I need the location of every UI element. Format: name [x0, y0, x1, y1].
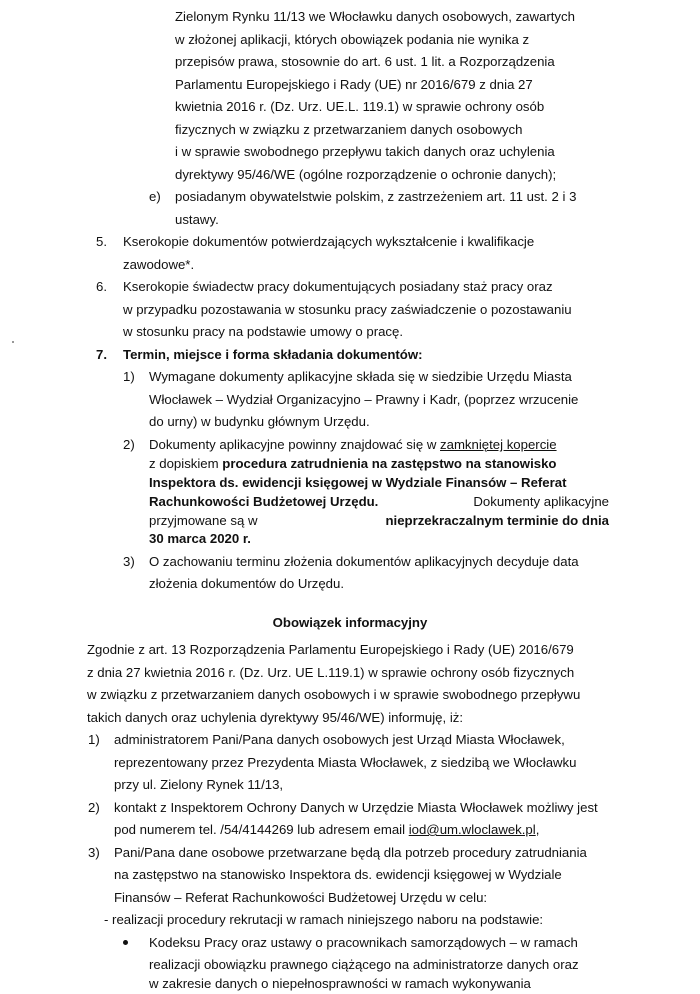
underlined-phrase: zamkniętej kopercie [440, 437, 557, 452]
text-line: w zakresie danych o niepełnosprawności w ramach wykonywania [149, 976, 531, 991]
text-span: przyjmowane są w [149, 513, 258, 528]
bold-phrase: Rachunkowości Budżetowej Urzędu. [149, 494, 379, 509]
text-line: na zastępstwo na stanowisko Inspektora ds. ewidencji księgowej w Wydziale [114, 867, 562, 882]
text-line: kontakt z Inspektorem Ochrony Danych w Urzędzie Miasta Włocławek możliwy jest [114, 800, 598, 815]
text-span: pod numerem tel. /54/4144269 lub adresem email [114, 822, 409, 837]
text-line: posiadanym obywatelstwie polskim, z zastrzeżeniem art. 11 ust. 2 i 3 [175, 189, 577, 204]
text-line: przy ul. Zielony Rynek 11/13, [114, 777, 284, 792]
bullet-icon [123, 940, 128, 945]
list-marker: 6. [96, 279, 107, 294]
text-line: dyrektywy 95/46/WE (ogólne rozporządzenie o ochronie danych); [175, 167, 557, 182]
text-span: Dokumenty aplikacyjne powinny znajdować się w [149, 437, 441, 452]
text-span: , [535, 822, 540, 837]
text-line: i w sprawie swobodnego przepływu takich danych oraz uchylenia [175, 144, 555, 159]
text-line: w przypadku pozostawania w stosunku pracy zaświadczenie o pozostawaniu [123, 302, 572, 317]
scan-speck [12, 341, 14, 343]
text-line: fizycznych w związku z przetwarzaniem danych osobowych [175, 122, 523, 137]
bold-line: Inspektora ds. ewidencji księgowej w Wydziale Finansów – Referat [149, 475, 567, 490]
text-line: w stosunku pracy na podstawie umowy o pracę. [123, 324, 404, 339]
bold-phrase: nieprzekraczalnym terminie do dnia [385, 513, 609, 528]
text-line: kwietnia 2016 r. (Dz. Urz. UE.L. 119.1) w sprawie ochrony osób [175, 99, 545, 114]
list-marker: 2) [88, 800, 100, 815]
paragraph-line [175, 31, 609, 50]
text-line: Finansów – Referat Rachunkowości Budżetowej Urzędu w celu: [114, 890, 488, 905]
text-line: Pani/Pana dane osobowe przetwarzane będą dla potrzeb procedury zatrudniania [114, 845, 587, 860]
text-line: realizacji obowiązku prawnego ciążącego na administratorze danych oraz [149, 957, 579, 972]
text-span: Dokumenty aplikacyjne [473, 494, 609, 509]
list-marker: 3) [123, 554, 135, 569]
text-line: przepisów prawa, stosownie do art. 6 ust. 1 lit. a Rozporządzenia [175, 54, 555, 69]
email-link[interactable]: iod@um.wloclawek.pl [408, 822, 536, 837]
text-line: takich danych oraz uchylenia dyrektywy 95/46/WE) informuję, iż: [87, 710, 464, 725]
section-title: Obowiązek informacyjny [272, 615, 428, 630]
text-line: - realizacji procedury rekrutacji w ramach niniejszego naboru na podstawie: [104, 912, 544, 927]
text-line: reprezentowany przez Prezydenta Miasta Włocławek, z siedzibą we Włocławku [114, 755, 577, 770]
list-marker: 7. [96, 347, 107, 362]
bold-phrase: procedura zatrudnienia na zastępstwo na stanowisko [222, 456, 557, 471]
text-line: Wymagane dokumenty aplikacyjne składa się w siedzibie Urzędu Miasta [149, 369, 572, 384]
text-line: Zgodnie z art. 13 Rozporządzenia Parlamentu Europejskiego i Rady (UE) 2016/679 [87, 642, 574, 657]
text-line [149, 436, 557, 455]
list-marker: 2) [123, 437, 135, 452]
text-line [149, 493, 609, 512]
text-line: złożenia dokumentów do Urzędu. [149, 576, 344, 591]
text-line: w związku z przetwarzaniem danych osobowych i w sprawie swobodnego przepływu [87, 687, 581, 702]
text-line: zawodowe*. [123, 257, 195, 272]
text-line: O zachowaniu terminu złożenia dokumentów aplikacyjnych decyduje data [149, 554, 579, 569]
deadline-date: 30 marca 2020 r. [149, 531, 251, 546]
paragraph-line [175, 8, 609, 27]
text-line: Parlamentu Europejskiego i Rady (UE) nr 2016/679 z dnia 27 [175, 77, 533, 92]
section-heading: Termin, miejsce i forma składania dokumentów: [123, 347, 423, 362]
text-line: Zielonym Rynku 11/13 we Włocławku danych osobowych, zawartych [175, 9, 575, 24]
text-span: z dopiskiem [149, 456, 223, 471]
text-line [149, 512, 609, 531]
list-marker: 5. [96, 234, 107, 249]
text-line: w złożonej aplikacji, których obowiązek podania nie wynika z [175, 32, 530, 47]
text-line [114, 821, 539, 840]
text-line: administratorem Pani/Pana danych osobowych jest Urząd Miasta Włocławek, [114, 732, 565, 747]
text-line [149, 455, 556, 474]
text-line: Kserokopie dokumentów potwierdzających wykształcenie i kwalifikacje [123, 234, 535, 249]
text-line: ustawy. [175, 212, 219, 227]
list-marker: 1) [123, 369, 135, 384]
text-line: Włocławek – Wydział Organizacyjno – Prawny i Kadr, (poprzez wrzucenie [149, 392, 579, 407]
text-line: Kodeksu Pracy oraz ustawy o pracownikach samorządowych – w ramach [149, 935, 578, 950]
list-marker: 1) [88, 732, 100, 747]
text-line: z dnia 27 kwietnia 2016 r. (Dz. Urz. UE L.119.1) w sprawie ochrony osób fizycznych [87, 665, 575, 680]
list-marker: 3) [88, 845, 100, 860]
list-marker: e) [149, 189, 161, 204]
text-line: Kserokopie świadectw pracy dokumentujących posiadany staż pracy oraz [123, 279, 553, 294]
text-line: do urny) w budynku głównym Urzędu. [149, 414, 370, 429]
